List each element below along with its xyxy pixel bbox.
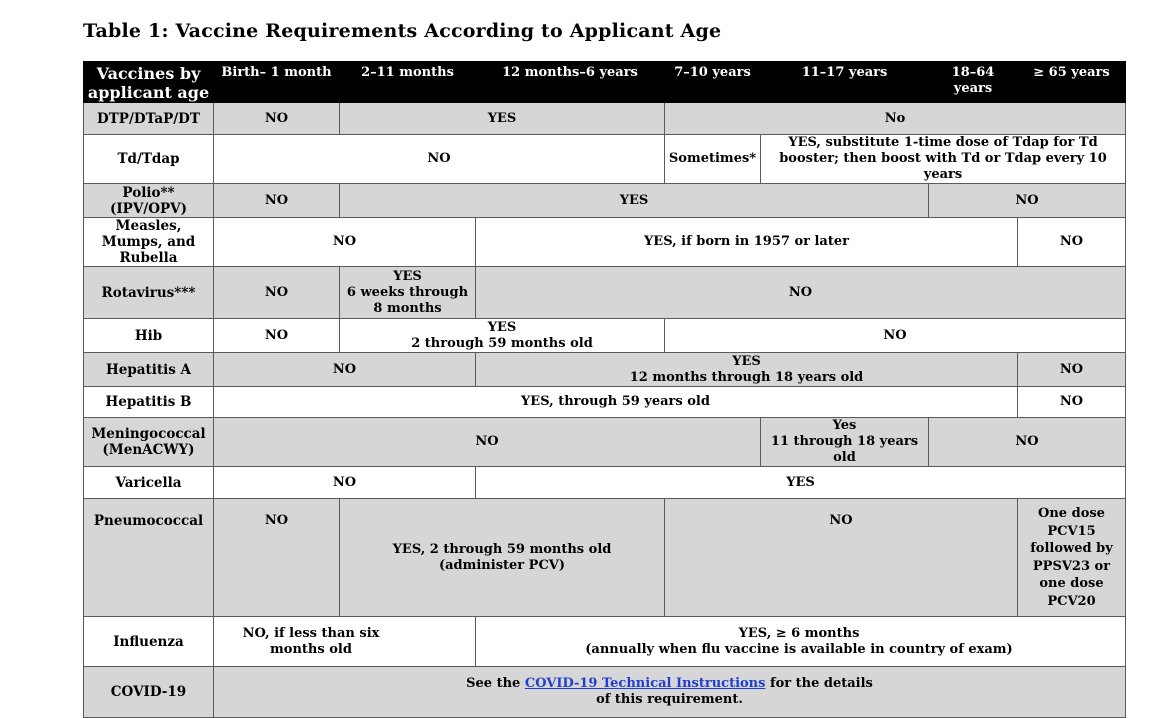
cell: NO (214, 184, 340, 218)
header-18-64-years: 18–64 years (929, 62, 1018, 103)
header-birth-1-month: Birth– 1 month (214, 62, 340, 103)
cell: NO (476, 267, 1126, 319)
row-hepatitis-a (84, 353, 1126, 387)
cell (476, 617, 1126, 667)
vaccine-name: Rotavirus*** (84, 267, 214, 319)
cell: NO, if less than six months old (214, 617, 476, 667)
cell: NO (665, 499, 1018, 617)
cell (214, 667, 1126, 718)
cell: NO (214, 135, 665, 184)
header-2-11-months: 2–11 months (340, 62, 476, 103)
cell: NO (214, 499, 340, 617)
cell: YES, through 59 years old (214, 387, 1018, 418)
row-meningococcal (84, 418, 1126, 467)
cell: NO (214, 267, 340, 319)
vaccine-name: Polio** (IPV/OPV) (84, 184, 214, 218)
vaccine-name: Pneumococcal (84, 499, 214, 617)
vaccine-name: Hepatitis A (84, 353, 214, 387)
cell: YES (340, 103, 665, 135)
cell-line: 11 through 18 years old (770, 434, 919, 465)
cell: YES, if born in 1957 or later (476, 218, 1018, 267)
header-65-years: ≥ 65 years (1018, 62, 1126, 103)
covid-text-post: for the details of this requirement. (596, 676, 873, 707)
row-mmr (84, 218, 1126, 267)
row-rotavirus (84, 267, 1126, 319)
vaccine-name: Measles, Mumps, and Rubella (84, 218, 214, 267)
covid-technical-instructions-link[interactable]: COVID-19 Technical Instructions (524, 676, 766, 691)
vaccine-name: Hib (84, 319, 214, 353)
cell: YES (476, 467, 1126, 499)
cell-line: 12 months through 18 years old (629, 369, 864, 385)
cell-line: YES (732, 353, 761, 369)
row-covid-19 (84, 667, 1126, 718)
cell: NO (214, 418, 761, 467)
vaccine-name: Td/Tdap (84, 135, 214, 184)
vaccine-name: Varicella (84, 467, 214, 499)
cell-line: 2 through 59 months old (411, 335, 593, 351)
header-11-17-years: 11–17 years (761, 62, 929, 103)
row-hib (84, 319, 1126, 353)
cell (340, 267, 476, 319)
row-hepatitis-b (84, 387, 1126, 418)
covid-text-pre: See the (466, 676, 525, 691)
cell-line: YES, ≥ 6 months (738, 625, 860, 641)
table-title: Table 1: Vaccine Requirements According to Applicant Age (83, 20, 722, 42)
row-td-tdap (84, 135, 1126, 184)
cell (476, 353, 1018, 387)
cell: NO (214, 353, 476, 387)
vaccine-name: COVID-19 (84, 667, 214, 718)
vaccine-requirements-table (83, 61, 1126, 718)
header-row (84, 62, 1126, 103)
cell-line: (annually when flu vaccine is available in country of exam) (585, 641, 1013, 657)
cell: No (665, 103, 1126, 135)
row-polio (84, 184, 1126, 218)
row-influenza (84, 617, 1126, 667)
cell-line: 6 weeks through 8 months (346, 284, 469, 316)
vaccine-name: DTP/DTaP/DT (84, 103, 214, 135)
cell: NO (214, 103, 340, 135)
cell: YES, 2 through 59 months old (administer PCV) (340, 499, 665, 617)
cell-line: Yes (832, 418, 857, 433)
cell: Sometimes* (665, 135, 761, 184)
row-varicella (84, 467, 1126, 499)
vaccine-name: Influenza (84, 617, 214, 667)
cell: NO (1018, 387, 1126, 418)
cell: NO (665, 319, 1126, 353)
row-dtp (84, 103, 1126, 135)
header-7-10-years: 7–10 years (665, 62, 761, 103)
cell: NO (1018, 353, 1126, 387)
cell: One dose PCV15 followed by PPSV23 or one dose PCV20 (1018, 499, 1126, 617)
cell (340, 319, 665, 353)
vaccine-name: Meningococcal (MenACWY) (84, 418, 214, 467)
row-pneumococcal (84, 499, 1126, 617)
header-vaccines: Vaccines by applicant age (84, 62, 214, 103)
cell: YES, substitute 1-time dose of Tdap for Td booster; then boost with Td or Tdap every 10 years (761, 135, 1126, 184)
cell: NO (929, 184, 1126, 218)
cell: YES (340, 184, 929, 218)
cell (761, 418, 929, 467)
cell: NO (929, 418, 1126, 467)
cell-line: YES (393, 268, 422, 284)
cell: NO (214, 218, 476, 267)
vaccine-name: Hepatitis B (84, 387, 214, 418)
cell: NO (214, 319, 340, 353)
cell: NO (214, 467, 476, 499)
cell: NO (1018, 218, 1126, 267)
cell-line: YES (487, 319, 517, 335)
header-12-months-6-years: 12 months–6 years (476, 62, 665, 103)
